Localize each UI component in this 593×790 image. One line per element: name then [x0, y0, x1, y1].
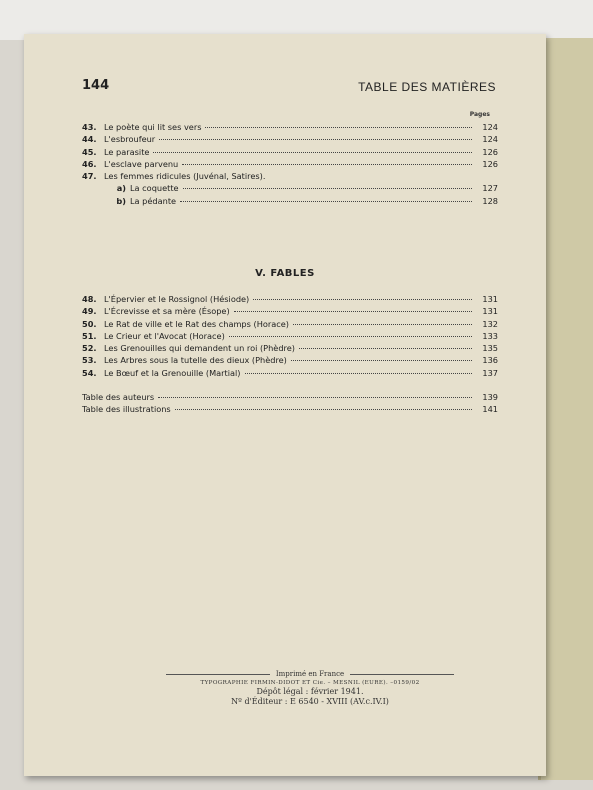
entry-number: 48. — [82, 294, 97, 304]
entry-page: 141 — [482, 404, 498, 415]
toc-entry — [82, 368, 498, 380]
leader-dots — [158, 397, 472, 398]
entry-page: 131 — [482, 294, 498, 304]
toc-entry — [82, 404, 498, 416]
toc-entry — [82, 171, 498, 183]
entry-page: 131 — [482, 306, 498, 317]
entry-title: L'Écrevisse et sa mère (Ésope) — [104, 306, 230, 317]
rule — [166, 674, 270, 675]
entry-page: 126 — [482, 146, 498, 157]
leader-dots — [245, 373, 472, 374]
publisher-number: Nº d'Éditeur : E 6540 - XVIII (AV.c.IV.I) — [231, 697, 389, 706]
entry-number: 49. — [82, 306, 97, 317]
entry-page: 132 — [482, 318, 498, 329]
entry-number: 44. — [82, 134, 97, 145]
toc-entry — [82, 355, 498, 367]
pages-column-label: Pages — [469, 111, 490, 118]
entry-title: Table des illustrations — [82, 404, 171, 415]
leader-dots — [299, 348, 472, 349]
leader-dots — [229, 336, 472, 337]
page-number: 144 — [82, 78, 110, 93]
entry-title: Les Arbres sous la tutelle des dieux (Phèdre) — [104, 355, 287, 366]
toc-subentry — [82, 183, 498, 195]
entry-title: La coquette — [130, 183, 179, 194]
page-title: TABLE DES MATIÈRES — [358, 80, 496, 94]
entry-title: Le Rat de ville et le Rat des champs (Horace) — [104, 318, 289, 329]
entry-page: 124 — [482, 134, 498, 145]
toc-list-fables — [82, 294, 498, 380]
entry-page: 135 — [482, 343, 498, 354]
entry-title: Le Crieur et l'Avocat (Horace) — [104, 330, 225, 341]
leader-dots — [234, 311, 472, 312]
leader-dots — [183, 188, 472, 189]
entry-title: L'Épervier et le Rossignol (Hésiode) — [104, 294, 250, 304]
toc-entry — [82, 331, 498, 343]
adjacent-page-edge — [538, 38, 593, 780]
entry-title: La pédante — [130, 195, 177, 206]
toc-entry — [82, 294, 498, 306]
toc-entry — [82, 147, 498, 159]
leader-dots — [205, 127, 472, 128]
imprint-header — [160, 670, 460, 678]
entry-page: 133 — [482, 330, 498, 341]
entry-title: Les Grenouilles qui demandent un roi (Phèdre) — [104, 343, 295, 354]
legal-deposit: Dépôt légal : février 1941. — [256, 687, 364, 696]
entry-title: L'esclave parvenu — [104, 158, 179, 169]
entry-page: 139 — [482, 392, 498, 402]
printed-in: Imprimé en France — [275, 670, 345, 678]
toc-subentry — [82, 196, 498, 208]
leader-dots — [159, 139, 472, 140]
entry-number: 50. — [82, 318, 97, 329]
toc-entry — [82, 392, 498, 404]
section-heading: V. FABLES — [255, 268, 315, 279]
entry-title: Table des auteurs — [82, 392, 155, 402]
entry-number: 47. — [82, 171, 97, 182]
leader-dots — [175, 409, 472, 410]
leader-dots — [293, 324, 472, 325]
toc-entry — [82, 306, 498, 318]
leader-dots — [180, 201, 472, 202]
entry-page: 137 — [482, 367, 498, 378]
toc-list-tables — [82, 392, 498, 417]
entry-page: 127 — [482, 183, 498, 194]
entry-title: Le parasite — [104, 146, 150, 157]
leader-dots — [253, 299, 472, 300]
toc-entry — [82, 134, 498, 146]
printer-line: TYPOGRAPHIE FIRMIN-DIDOT ET Cie. – MESNIL (EURE). –0159/02 — [200, 680, 420, 686]
toc-entry — [82, 159, 498, 171]
entry-number: b) — [116, 195, 126, 206]
entry-number: 51. — [82, 330, 97, 341]
entry-number: 54. — [82, 367, 97, 378]
toc-entry — [82, 319, 498, 331]
entry-title: Le poète qui lit ses vers — [104, 122, 202, 132]
entry-title: L'esbroufeur — [104, 134, 156, 145]
entry-number: 52. — [82, 343, 97, 354]
entry-number: 53. — [82, 355, 97, 366]
toc-list-top — [82, 122, 498, 208]
entry-number: 43. — [82, 122, 97, 132]
rule — [350, 674, 454, 675]
toc-entry — [82, 122, 498, 134]
leader-dots — [291, 360, 472, 361]
entry-title: Les femmes ridicules (Juvénal, Satires). — [104, 171, 266, 182]
entry-page: 136 — [482, 355, 498, 366]
entry-page: 124 — [482, 122, 498, 132]
entry-number: a) — [116, 183, 126, 194]
entry-page: 128 — [482, 195, 498, 206]
entry-number: 46. — [82, 158, 97, 169]
toc-entry — [82, 343, 498, 355]
entry-number: 45. — [82, 146, 97, 157]
entry-title: Le Bœuf et la Grenouille (Martial) — [104, 367, 241, 378]
leader-dots — [153, 152, 472, 153]
entry-page: 126 — [482, 158, 498, 169]
leader-dots — [182, 164, 472, 165]
book-page — [24, 34, 546, 776]
printer-imprint — [160, 670, 460, 706]
